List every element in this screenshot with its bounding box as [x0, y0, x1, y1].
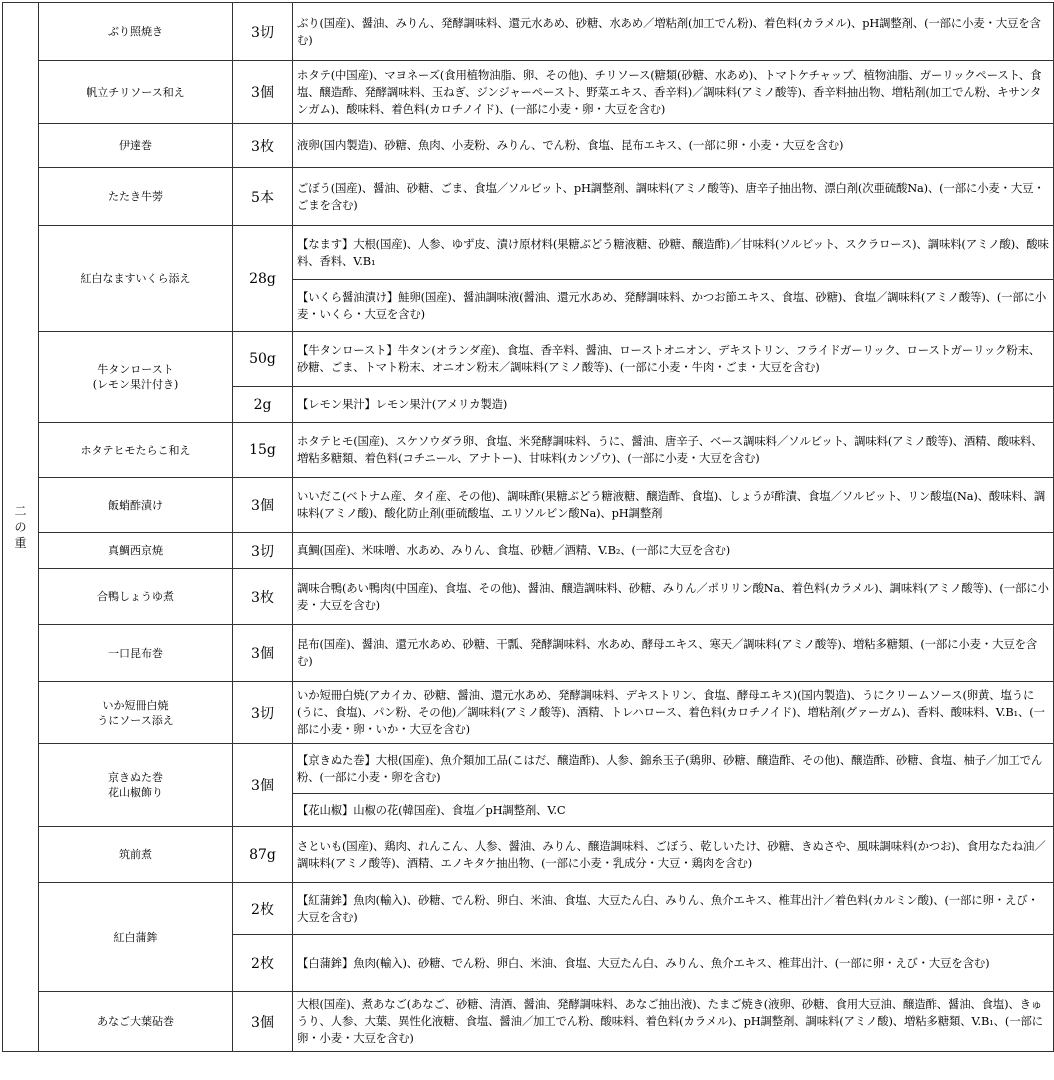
item-ingredients: ごぼう(国産)、醤油、砂糖、ごま、食塩／ソルビット、pH調整剤、調味料(アミノ酸等)、唐辛子抽出物、漂白剤(次亜硫酸Na)、(一部に小麦・大豆・ごまを含む): [293, 168, 1054, 226]
item-quantity: 3個: [233, 744, 293, 827]
item-ingredients: 調味合鴨(あい鴨肉(中国産)、食塩、その他)、醤油、醸造調味料、砂糖、みりん／ポリリン酸Na、着色料(カラメル)、調味料(アミノ酸等)、(一部に小麦・大豆を含む): [293, 569, 1054, 625]
item-quantity: 28g: [233, 226, 293, 332]
item-name: 伊達巻: [39, 124, 233, 168]
item-quantity: 2枚: [233, 935, 293, 992]
table-row: [3, 478, 1054, 533]
section-label: 二の重: [14, 504, 27, 550]
item-name-cell: [39, 682, 233, 744]
item-ingredients: 【紅蒲鉾】魚肉(輸入)、砂糖、でん粉、卵白、米油、食塩、大豆たん白、みりん、魚介エキス、椎茸出汁／着色料(カルミン酸)、(一部に卵・えび・大豆を含む): [293, 883, 1054, 935]
table-row: [3, 168, 1054, 226]
item-name: いか短冊白焼: [102, 698, 169, 712]
item-ingredients: ホタテ(中国産)、マヨネーズ(食用植物油脂、卵、その他)、チリソース(糖類(砂糖、水あめ)、トマトケチャップ、植物油脂、ガーリックペースト、食塩、醸造酢、発酵調味料、玉ねぎ、ジンジャーペースト、野菜エキス、香辛料)／調味料(アミノ酸等)、香辛料抽出物、増粘剤(加工でん粉、キサンタンガム)、酸味料、着色料(カロチノイド)、(一部に小麦・卵・大豆を含む): [293, 61, 1054, 124]
item-ingredients: 【レモン果汁】レモン果汁(アメリカ製造): [293, 387, 1054, 423]
table-row: [3, 61, 1054, 124]
item-quantity: 3切: [233, 3, 293, 61]
item-ingredients: 【牛タンロースト】牛タン(オランダ産)、食塩、香辛料、醤油、ローストオニオン、デキストリン、フライドガーリック、ローストガーリック粉末、砂糖、ごま、トマト粉末、オニオン粉末／調味料(アミノ酸等)、(一部に小麦・牛肉・ごま・大豆を含む): [293, 332, 1054, 387]
table-row: [3, 883, 1054, 935]
table-row: [3, 682, 1054, 744]
item-quantity: 3切: [233, 682, 293, 744]
item-quantity: 3個: [233, 625, 293, 682]
item-quantity: 3個: [233, 478, 293, 533]
item-ingredients: ぶり(国産)、醤油、みりん、発酵調味料、還元水あめ、砂糖、水あめ／増粘剤(加工でん粉)、着色料(カラメル)、pH調整剤、(一部に小麦・大豆を含む): [293, 3, 1054, 61]
item-quantity: 5本: [233, 168, 293, 226]
item-quantity: 87g: [233, 827, 293, 883]
item-quantity: 2枚: [233, 883, 293, 935]
table-row: [3, 827, 1054, 883]
item-quantity: 3切: [233, 533, 293, 569]
item-name: 合鴨しょうゆ煮: [39, 569, 233, 625]
item-quantity: 3個: [233, 61, 293, 124]
item-name: ホタテヒモたらこ和え: [39, 423, 233, 478]
item-name: 一口昆布巻: [39, 625, 233, 682]
item-ingredients: いか短冊白焼(アカイカ、砂糖、醤油、還元水あめ、発酵調味料、デキストリン、食塩、酵母エキス)(国内製造)、うにクリームソース(卵黄、塩うに(うに、食塩)、パン粉、その他)／調味料(アミノ酸等)、酒精、トレハロース、着色料(カロチノイド)、増粘剤(グァーガム)、香料、酸味料、V.B₁、(一部に小麦・卵・いか・大豆を含む): [293, 682, 1054, 744]
item-quantity: 3枚: [233, 124, 293, 168]
table-row: [3, 332, 1054, 387]
item-ingredients: 【京きぬた巻】大根(国産)、魚介類加工品(こはだ、醸造酢)、人参、錦糸玉子(鶏卵、砂糖、醸造酢、その他)、醸造酢、砂糖、食塩、柚子／加工でん粉、(一部に小麦・卵を含む): [293, 744, 1054, 794]
item-name-sub: 花山椒飾り: [108, 786, 163, 799]
item-name: 京きぬた巻: [108, 771, 163, 784]
section-label-cell: [3, 3, 39, 1052]
ingredients-table: [2, 2, 1054, 1052]
item-name: 紅白蒲鉾: [39, 883, 233, 992]
item-name: 筑前煮: [39, 827, 233, 883]
item-ingredients: 昆布(国産)、醤油、還元水あめ、砂糖、干瓢、発酵調味料、水あめ、酵母エキス、寒天／調味料(アミノ酸等)、増粘多糖類、(一部に小麦・大豆を含む): [293, 625, 1054, 682]
item-quantity: 3個: [233, 992, 293, 1052]
item-ingredients: 【なます】大根(国産)、人参、ゆず皮、漬け原材料(果糖ぶどう糖液糖、砂糖、醸造酢)／甘味料(ソルビット、スクラロース)、調味料(アミノ酸)、酸味料、香料、V.B₁: [293, 226, 1054, 280]
item-name-cell: [39, 744, 233, 827]
item-ingredients: 【花山椒】山椒の花(韓国産)、食塩／pH調整剤、V.C: [293, 794, 1054, 827]
item-ingredients: 【白蒲鉾】魚肉(輸入)、砂糖、でん粉、卵白、米油、食塩、大豆たん白、みりん、魚介エキス、椎茸出汁、(一部に卵・えび・大豆を含む): [293, 935, 1054, 992]
item-quantity: 50g: [233, 332, 293, 387]
item-name: 紅白なますいくら添え: [39, 226, 233, 332]
item-ingredients: 【いくら醤油漬け】鮭卵(国産)、醤油調味液(醤油、還元水あめ、発酵調味料、かつお節エキス、食塩、砂糖)、食塩／調味料(アミノ酸等)、(一部に小麦・いくら・大豆を含む): [293, 280, 1054, 332]
item-ingredients: いいだこ(ベトナム産、タイ産、その他)、調味酢(果糖ぶどう糖液糖、醸造酢、食塩)、しょうが酢漬、食塩／ソルビット、リン酸塩(Na)、酸味料、調味料(アミノ酸)、酸化防止剤(亜硫酸塩、エリソルビン酸Na)、pH調整剤: [293, 478, 1054, 533]
item-ingredients: 大根(国産)、煮あなご(あなご、砂糖、清酒、醤油、発酵調味料、あなご抽出液)、たまご焼き(液卵、砂糖、食用大豆油、醸造酢、醤油、食塩)、きゅうり、人参、大葉、異性化液糖、食塩、醤油／加工でん粉、酸味料、着色料(カラメル)、pH調整剤、調味料(アミノ酸)、増粘多糖類、V.B₁、(一部に卵・小麦・大豆を含む): [293, 992, 1054, 1052]
item-name: たたき牛蒡: [39, 168, 233, 226]
item-name-sub: うにソース添え: [97, 713, 174, 727]
table-row: [3, 226, 1054, 280]
table-row: [3, 744, 1054, 794]
table-row: [3, 423, 1054, 478]
item-name: 牛タンロースト: [97, 363, 174, 376]
item-quantity: 15g: [233, 423, 293, 478]
table-row: [3, 124, 1054, 168]
table-row: [3, 569, 1054, 625]
table-row: [3, 625, 1054, 682]
item-name: あなご大葉砧巻: [39, 992, 233, 1052]
table-row: [3, 533, 1054, 569]
item-ingredients: ホタテヒモ(国産)、スケソウダラ卵、食塩、米発酵調味料、うに、醤油、唐辛子、ベース調味料／ソルビット、調味料(アミノ酸等)、酒精、酸味料、増粘多糖類、着色料(コチニール、アナトー)、甘味料(カンゾウ)、(一部に小麦・大豆を含む): [293, 423, 1054, 478]
item-name: 真鯛西京焼: [39, 533, 233, 569]
item-ingredients: 真鯛(国産)、米味噌、水あめ、みりん、食塩、砂糖／酒精、V.B₂、(一部に大豆を含む): [293, 533, 1054, 569]
item-name: 帆立チリソース和え: [39, 61, 233, 124]
item-name-cell: [39, 332, 233, 423]
item-name: ぶり照焼き: [39, 3, 233, 61]
item-name-sub: (レモン果汁付き): [92, 378, 179, 391]
item-name: 飯蛸酢漬け: [39, 478, 233, 533]
table-row: [3, 3, 1054, 61]
table-row: [3, 992, 1054, 1052]
item-quantity: 2g: [233, 387, 293, 423]
item-ingredients: さといも(国産)、鶏肉、れんこん、人参、醤油、みりん、醸造調味料、ごぼう、乾しいたけ、砂糖、きぬさや、風味調味料(かつお)、食用なたね油／調味料(アミノ酸等)、酒精、エノキタケ抽出物、(一部に小麦・乳成分・大豆・鶏肉を含む): [293, 827, 1054, 883]
item-ingredients: 液卵(国内製造)、砂糖、魚肉、小麦粉、みりん、でん粉、食塩、昆布エキス、(一部に卵・小麦・大豆を含む): [293, 124, 1054, 168]
item-quantity: 3枚: [233, 569, 293, 625]
